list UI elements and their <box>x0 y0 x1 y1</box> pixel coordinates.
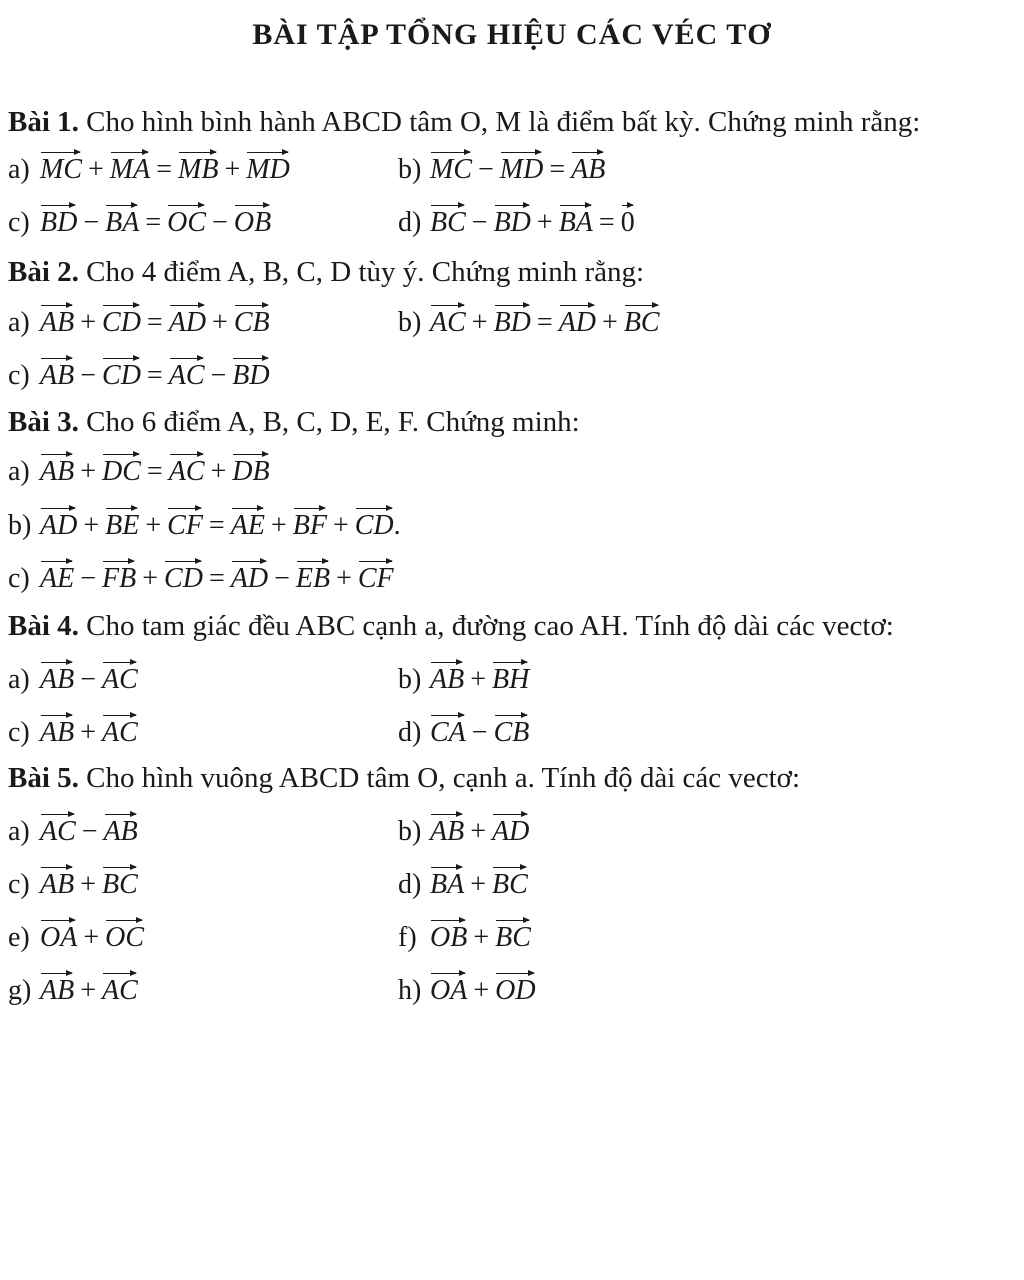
vector-expression <box>40 865 138 901</box>
item-label: b) <box>8 510 32 541</box>
exercise-1-heading <box>8 106 920 139</box>
vector-symbol: BD <box>494 303 531 339</box>
vector-expression <box>430 812 529 848</box>
vector-expression <box>40 713 138 749</box>
vector-symbol: AD <box>492 812 529 848</box>
math-operator: + <box>80 456 97 487</box>
exercise-5-heading <box>8 762 800 795</box>
math-operator: − <box>83 207 100 238</box>
item-label: c) <box>8 563 30 594</box>
vector-symbol: BA <box>559 203 593 239</box>
vector-expression <box>430 203 635 239</box>
exercise-text: Cho 4 điểm A, B, C, D tùy ý. Chứng minh rằng: <box>78 256 645 288</box>
exercise-item <box>8 303 270 339</box>
math-operator: + <box>210 456 227 487</box>
vector-symbol: BA <box>105 203 139 239</box>
vector-symbol: AB <box>571 150 605 186</box>
exercise-item <box>8 865 138 901</box>
vector-symbol: FB <box>102 559 136 595</box>
math-operator: + <box>88 154 104 185</box>
vector-symbol: AD <box>40 506 77 542</box>
vector-symbol: BC <box>495 918 531 954</box>
vector-symbol: AC <box>102 660 138 696</box>
item-label: b) <box>398 816 422 847</box>
exercise-item <box>8 356 270 392</box>
punctuation: . <box>393 510 401 541</box>
math-operator: + <box>80 975 97 1006</box>
vector-expression <box>430 865 528 901</box>
math-operator: − <box>471 717 488 748</box>
vector-expression <box>40 150 290 186</box>
vector-symbol: BA <box>430 865 464 901</box>
math-operator: + <box>142 563 159 594</box>
exercise-item <box>398 150 605 186</box>
item-label: c) <box>8 207 30 238</box>
vector-symbol: MD <box>246 150 290 186</box>
vector-symbol: AB <box>40 452 74 488</box>
math-operator: + <box>332 510 349 541</box>
exercise-text: Cho hình bình hành ABCD tâm O, M là điểm bất kỳ. Chứng minh rằng: <box>78 106 921 138</box>
math-operator: + <box>471 307 488 338</box>
vector-symbol: OD <box>495 971 535 1007</box>
zero-vector: 0 <box>621 203 635 239</box>
vector-expression <box>40 356 270 392</box>
page-title: BÀI TẬP TỔNG HIỆU CÁC VÉC TƠ <box>252 18 772 51</box>
math-operator: − <box>274 563 290 594</box>
math-operator: = <box>208 510 225 541</box>
math-operator: = <box>549 154 566 185</box>
vector-expression <box>40 812 138 848</box>
vector-symbol: BC <box>102 865 138 901</box>
item-label: b) <box>398 307 422 338</box>
vector-expression <box>430 971 536 1007</box>
vector-symbol: OC <box>167 203 206 239</box>
vector-symbol: AC <box>102 971 138 1007</box>
item-label: e) <box>8 922 30 953</box>
math-operator: = <box>146 456 163 487</box>
exercise-text: Cho 6 điểm A, B, C, D, E, F. Chứng minh: <box>78 406 580 438</box>
vector-expression <box>430 660 529 696</box>
exercise-item <box>398 865 528 901</box>
vector-symbol: OC <box>105 918 144 954</box>
item-label: b) <box>398 154 422 185</box>
vector-symbol: AD <box>231 559 268 595</box>
math-operator: = <box>146 307 163 338</box>
vector-symbol: MC <box>40 150 82 186</box>
exercise-label: Bài 5. <box>8 762 79 794</box>
vector-symbol: BD <box>494 203 531 239</box>
exercise-item <box>398 203 635 239</box>
exercise-item <box>398 660 529 696</box>
math-operator: + <box>470 664 487 695</box>
vector-symbol: CF <box>167 506 203 542</box>
math-operator: + <box>212 307 228 338</box>
item-label: d) <box>398 207 422 238</box>
math-operator: + <box>536 207 553 238</box>
exercise-3-heading <box>8 406 580 439</box>
math-operator: + <box>270 510 287 541</box>
vector-symbol: OA <box>430 971 467 1007</box>
exercise-item <box>8 559 394 595</box>
math-operator: = <box>598 207 615 238</box>
item-label: b) <box>398 664 422 695</box>
item-label: a) <box>8 816 30 847</box>
vector-symbol: CD <box>102 356 141 392</box>
vector-symbol: AE <box>231 506 265 542</box>
math-operator: = <box>208 563 225 594</box>
exercise-item <box>8 506 401 542</box>
item-label: a) <box>8 154 30 185</box>
exercise-text: Cho tam giác đều ABC cạnh a, đường cao AH. Tính độ dài các vectơ: <box>78 610 894 642</box>
math-operator: + <box>80 307 97 338</box>
vector-expression <box>430 918 531 954</box>
vector-symbol: CB <box>234 303 270 339</box>
vector-symbol: AB <box>40 971 74 1007</box>
item-label: a) <box>8 307 30 338</box>
item-label: d) <box>398 717 422 748</box>
math-operator: + <box>224 154 241 185</box>
item-label: f) <box>398 922 417 953</box>
vector-symbol: EB <box>296 559 330 595</box>
math-operator: + <box>470 869 487 900</box>
vector-symbol: OB <box>430 918 467 954</box>
math-operator: − <box>212 207 228 238</box>
item-label: c) <box>8 869 30 900</box>
vector-symbol: CD <box>164 559 203 595</box>
vector-symbol: BC <box>430 203 466 239</box>
math-operator: − <box>80 563 97 594</box>
math-operator: − <box>80 360 97 391</box>
exercise-4-heading <box>8 610 894 643</box>
exercise-item <box>398 303 660 339</box>
math-operator: + <box>470 816 487 847</box>
exercise-item <box>8 918 144 954</box>
exercise-item <box>8 971 138 1007</box>
exercise-item <box>8 660 138 696</box>
vector-symbol: CF <box>358 559 394 595</box>
vector-expression <box>430 150 605 186</box>
vector-symbol: AC <box>169 356 205 392</box>
vector-symbol: OA <box>40 918 77 954</box>
exercise-item <box>398 812 529 848</box>
vector-expression <box>430 713 529 749</box>
math-operator: + <box>80 717 97 748</box>
vector-symbol: AC <box>102 713 138 749</box>
vector-symbol: AC <box>40 812 76 848</box>
item-label: g) <box>8 975 32 1006</box>
math-operator: = <box>145 207 162 238</box>
vector-symbol: AB <box>430 660 464 696</box>
vector-symbol: AC <box>169 452 205 488</box>
exercise-label: Bài 4. <box>8 610 79 642</box>
exercise-item <box>8 713 138 749</box>
vector-symbol: BE <box>105 506 139 542</box>
math-operator: + <box>602 307 618 338</box>
vector-symbol: CB <box>494 713 530 749</box>
math-operator: − <box>471 207 488 238</box>
vector-symbol: MB <box>178 150 218 186</box>
vector-symbol: DC <box>102 452 141 488</box>
math-operator: = <box>156 154 173 185</box>
math-operator: + <box>473 975 490 1006</box>
vector-symbol: AB <box>40 713 74 749</box>
math-operator: − <box>210 360 227 391</box>
vector-symbol: BF <box>293 506 327 542</box>
exercise-label: Bài 3. <box>8 406 79 438</box>
vector-expression <box>430 303 660 339</box>
math-operator: − <box>478 154 494 185</box>
vector-symbol: AC <box>430 303 466 339</box>
vector-symbol: AB <box>430 812 464 848</box>
vector-symbol: AB <box>40 356 74 392</box>
vector-symbol: BH <box>492 660 529 696</box>
math-operator: = <box>536 307 553 338</box>
vector-symbol: AB <box>40 303 74 339</box>
vector-symbol: DB <box>232 452 269 488</box>
vector-symbol: OB <box>234 203 271 239</box>
vector-expression <box>40 971 138 1007</box>
math-operator: + <box>83 510 100 541</box>
exercise-text: Cho hình vuông ABCD tâm O, cạnh a. Tính độ dài các vectơ: <box>78 762 801 794</box>
exercise-2-heading <box>8 256 644 289</box>
item-label: h) <box>398 975 422 1006</box>
vector-symbol: BD <box>40 203 77 239</box>
vector-symbol: CD <box>102 303 141 339</box>
vector-symbol: BC <box>492 865 528 901</box>
vector-expression <box>40 203 271 239</box>
vector-expression <box>40 452 270 488</box>
math-operator: − <box>80 664 97 695</box>
vector-symbol: AE <box>40 559 74 595</box>
math-operator: = <box>146 360 163 391</box>
item-label: d) <box>398 869 422 900</box>
exercise-item <box>8 812 138 848</box>
item-label: c) <box>8 717 30 748</box>
exercise-label: Bài 2. <box>8 256 79 288</box>
item-label: c) <box>8 360 30 391</box>
vector-symbol: AD <box>559 303 596 339</box>
vector-symbol: AB <box>40 660 74 696</box>
exercise-item <box>398 918 531 954</box>
vector-expression <box>40 660 138 696</box>
vector-symbol: MA <box>110 150 150 186</box>
math-operator: + <box>83 922 100 953</box>
math-operator: + <box>473 922 490 953</box>
vector-expression <box>40 303 270 339</box>
vector-symbol: CA <box>430 713 466 749</box>
vector-expression <box>40 559 394 595</box>
math-operator: − <box>81 816 98 847</box>
vector-symbol: AD <box>169 303 206 339</box>
vector-symbol: MD <box>500 150 544 186</box>
exercise-item <box>398 713 529 749</box>
exercise-item <box>398 971 536 1007</box>
math-operator: + <box>336 563 352 594</box>
vector-symbol: AB <box>40 865 74 901</box>
vector-symbol: MC <box>430 150 472 186</box>
item-label: a) <box>8 664 30 695</box>
exercise-item <box>8 150 290 186</box>
item-label: a) <box>8 456 30 487</box>
exercise-item <box>8 203 271 239</box>
vector-symbol: CD <box>355 506 394 542</box>
math-operator: + <box>145 510 162 541</box>
vector-expression <box>40 918 144 954</box>
math-operator: + <box>80 869 97 900</box>
vector-symbol: AB <box>104 812 138 848</box>
vector-expression <box>40 506 401 542</box>
vector-symbol: BC <box>624 303 660 339</box>
vector-symbol: BD <box>232 356 269 392</box>
exercise-label: Bài 1. <box>8 106 79 138</box>
exercise-item <box>8 452 270 488</box>
